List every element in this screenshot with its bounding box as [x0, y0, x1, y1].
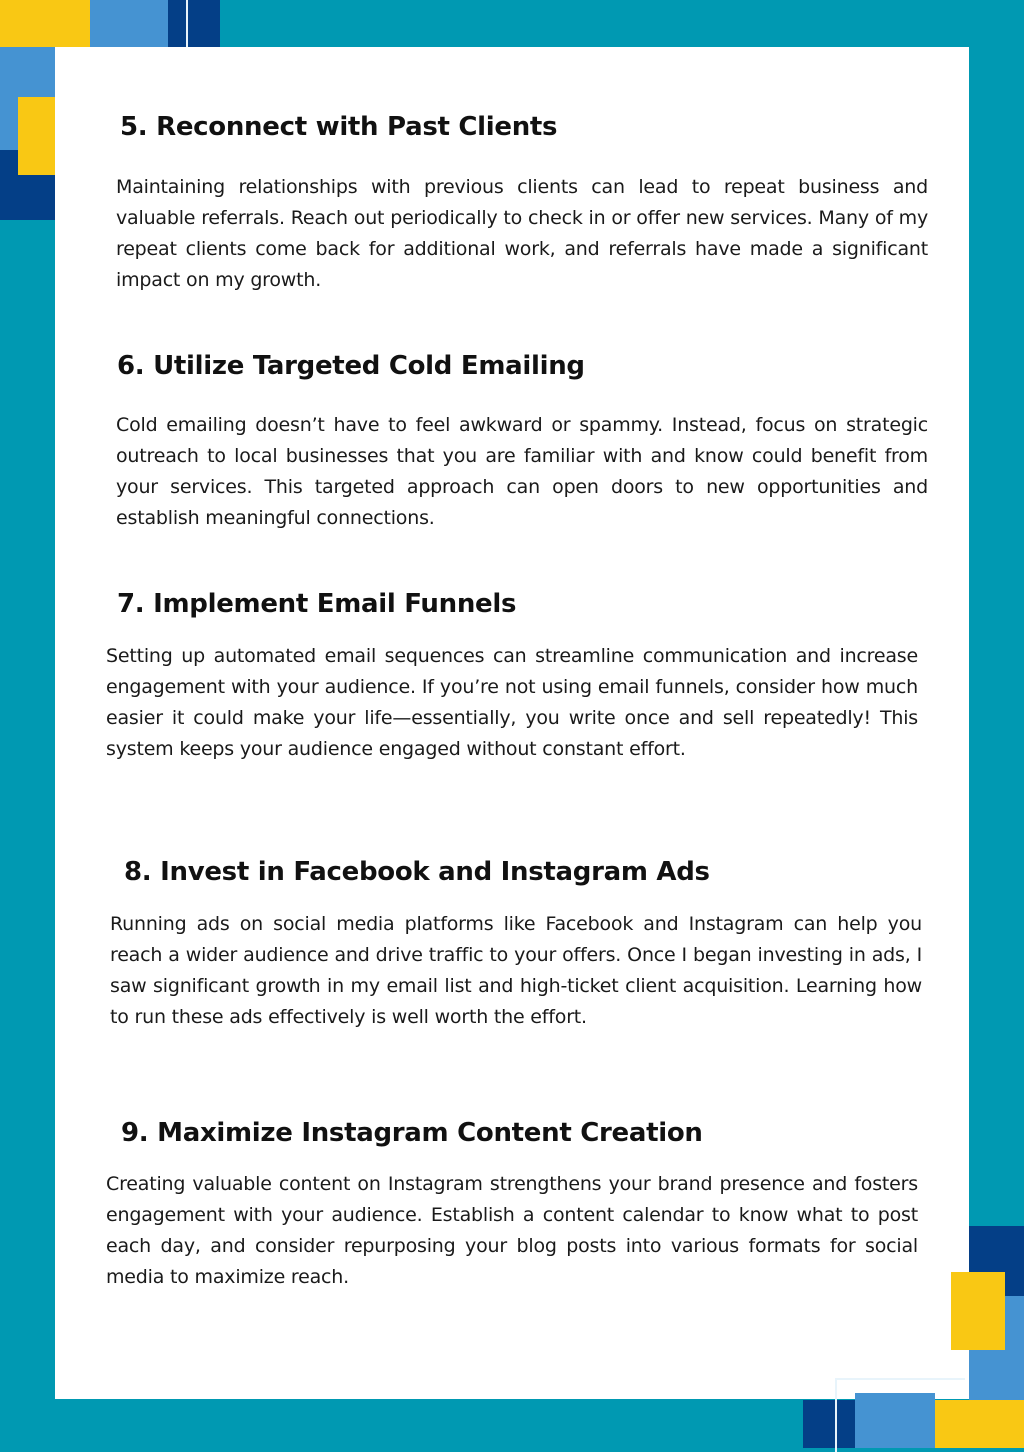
corner-outline-bottom: [835, 1378, 965, 1452]
section-facebook-instagram-ads-body: [110, 909, 922, 1033]
section-instagram-content-body: [106, 1169, 918, 1293]
section-email-funnels: [117, 589, 927, 619]
section-body: Running ads on social media platforms like Facebook and Instagram can help you reach a wider audience and drive traffic to your offers. Once I began investing in ads, I saw significant growth in my email list and high-ticket client acquisition. Learning how to run these ads effectively is well worth the effort.: [110, 913, 922, 1028]
section-facebook-instagram-ads: [124, 857, 934, 887]
section-title: 9. Maximize Instagram Content Creation: [121, 1118, 703, 1148]
section-title: 6. Utilize Targeted Cold Emailing: [117, 351, 585, 381]
section-body: Setting up automated email sequences can streamline communication and increase engagement with your audience. If you’re not using email funnels, consider how much easier it could make your life—essentially, you write once and sell repeatedly! This system keeps your audience engaged without constant effort.: [106, 645, 918, 760]
section-instagram-content: [121, 1118, 931, 1148]
section-body: Creating valuable content on Instagram strengthens your brand presence and fosters engagement with your audience. Establish a content calendar to know what to post each day, and consider repurposing your blog posts into various formats for social media to maximize reach.: [106, 1173, 918, 1288]
section-title: 8. Invest in Facebook and Instagram Ads: [124, 857, 710, 887]
section-email-funnels-body: [106, 641, 918, 765]
section-body: Maintaining relationships with previous clients can lead to repeat business and valuable referrals. Reach out periodically to check in or offer new services. Many of my repeat clients come back for additional work, and referrals have made a significant impact on my growth.: [116, 176, 928, 291]
section-targeted-cold-emailing-body: [116, 410, 928, 534]
section-body: Cold emailing doesn’t have to feel awkward or spammy. Instead, focus on strategic outreach to local businesses that you are familiar with and know could benefit from your services. This targeted approach can open doors to new opportunities and establish meaningful connections.: [116, 414, 928, 529]
section-reconnect-past-clients: [120, 112, 930, 142]
section-title: 7. Implement Email Funnels: [117, 589, 517, 619]
corner-block-yellow-right: [951, 1272, 1005, 1350]
section-reconnect-past-clients-body: [116, 172, 928, 296]
section-targeted-cold-emailing: [117, 351, 927, 381]
section-title: 5. Reconnect with Past Clients: [120, 112, 558, 142]
